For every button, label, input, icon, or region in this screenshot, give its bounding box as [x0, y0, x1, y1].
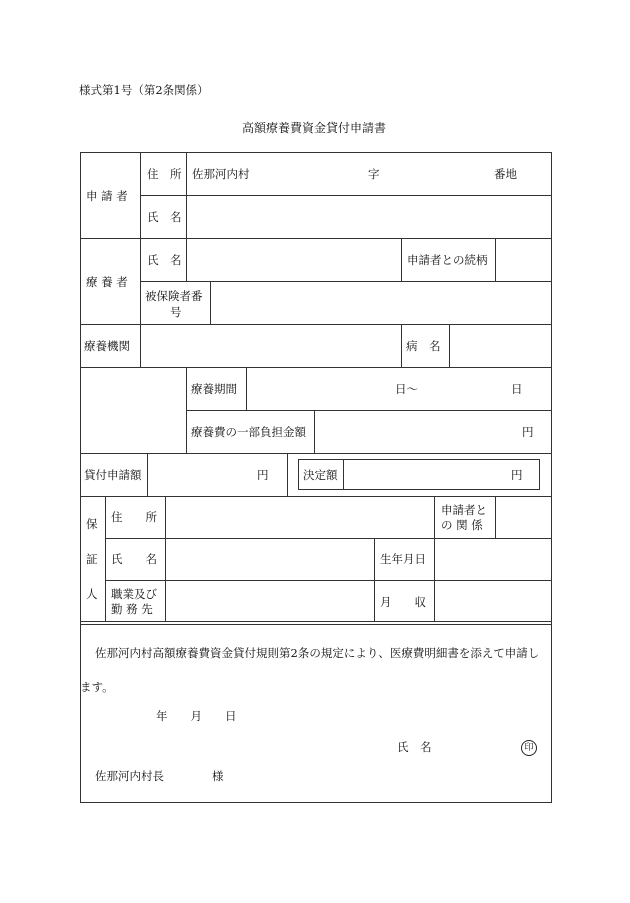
institution-label: 療養機関: [84, 339, 130, 353]
guarantor-birth-label: 生年月日: [380, 552, 426, 566]
applicant-label: 申 請 者: [86, 189, 128, 203]
institution-field[interactable]: [141, 325, 401, 367]
statement-line-2: ます。: [80, 680, 114, 694]
period-from-suffix: 日〜: [395, 382, 418, 396]
guarantor-relation-label-2: の 関 係: [441, 518, 483, 532]
loan-request-label: 貸付申請額: [84, 468, 142, 482]
guarantor-name-label: 氏 名: [111, 552, 157, 566]
copay-unit: 円: [522, 425, 534, 439]
application-date: 年 月 日: [156, 709, 237, 723]
applicant-village: 佐那河内村: [192, 167, 250, 181]
insured-number-label-2: 号: [170, 305, 182, 319]
applicant-name-field[interactable]: [187, 196, 551, 238]
loan-request-unit: 円: [257, 468, 269, 482]
copay-label: 療養費の一部負担金額: [191, 425, 306, 439]
addressee: 佐那河内村長: [95, 769, 164, 783]
guarantor-address-field[interactable]: [166, 497, 434, 538]
form-title: 高額療養費資金貸付申請書: [242, 121, 387, 135]
copay-field[interactable]: [315, 411, 551, 453]
applicant-address-label: 住 所: [147, 167, 182, 181]
guarantor-label-3: 人: [86, 587, 98, 601]
addressee-honorific: 様: [212, 769, 224, 783]
guarantor-relation-field[interactable]: [496, 497, 551, 538]
guarantor-income-label: 月 収: [380, 595, 426, 609]
applicant-name-label: 氏 名: [147, 210, 182, 224]
application-date-field[interactable]: [140, 704, 250, 726]
period-label: 療養期間: [191, 382, 237, 396]
patient-relation-label: 申請者との続柄: [407, 253, 488, 267]
loan-decision-label: 決定額: [303, 468, 338, 482]
guarantor-label-1: 保: [86, 517, 98, 531]
insured-number-field[interactable]: [211, 282, 551, 324]
guarantor-occupation-label-2: 勤 務 先: [111, 602, 153, 616]
form-style-number: 様式第1号（第2条関係）: [79, 83, 209, 97]
patient-name-label: 氏 名: [147, 253, 182, 267]
period-to-suffix: 日: [511, 382, 523, 396]
guarantor-birth-field[interactable]: [435, 539, 551, 580]
statement-line-1: 佐那河内村高額療養費資金貸付規則第2条の規定により、医療費明細書を添えて申請し: [95, 646, 540, 660]
guarantor-occupation-field[interactable]: [166, 581, 374, 621]
applicant-banchi: 番地: [494, 167, 517, 181]
disease-field[interactable]: [450, 325, 551, 367]
patient-label: 療 養 者: [86, 275, 128, 289]
guarantor-income-field[interactable]: [435, 581, 551, 621]
guarantor-relation-label-1: 申請者と: [441, 503, 487, 517]
signer-name-label: 氏 名: [397, 740, 432, 754]
patient-name-field[interactable]: [187, 239, 401, 281]
guarantor-address-label: 住 所: [111, 510, 157, 524]
applicant-aza: 字: [368, 167, 380, 181]
guarantor-name-field[interactable]: [166, 539, 374, 580]
signer-name-field[interactable]: [440, 735, 518, 757]
loan-decision-field[interactable]: [344, 460, 539, 489]
patient-relation-field[interactable]: [496, 239, 551, 281]
loan-decision-unit: 円: [511, 468, 523, 482]
guarantor-label-2: 証: [86, 552, 98, 566]
guarantor-occupation-label-1: 職業及び: [111, 587, 157, 601]
insured-number-label-1: 被保険者番: [145, 289, 203, 303]
disease-label: 病 名: [406, 339, 441, 353]
seal-mark: 印: [521, 740, 537, 756]
